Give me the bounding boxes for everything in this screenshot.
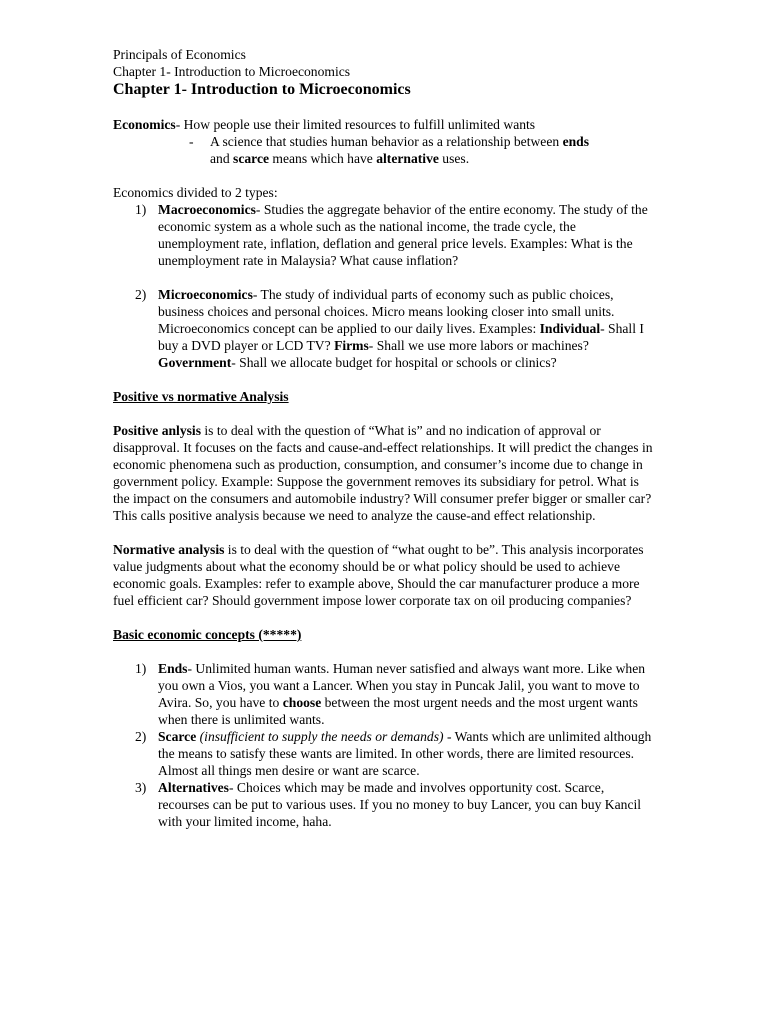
economics-def-text: - How people use their limited resources to fulfill unlimited wants [175, 117, 536, 132]
list-text: - The study of individual parts of economy such as public choices, business choices and personal choices. Micro means looking closer into small units. Microeconomics concept can be applied to our daily lives. Examples: [158, 287, 615, 336]
dash-bullet: - [189, 134, 194, 149]
section-heading-basic-concepts: Basic economic concepts (*****) [113, 627, 302, 642]
chapter-subtitle: Chapter 1- Introduction to Microeconomics [113, 64, 351, 79]
list-item [113, 286, 658, 371]
list-number: 1) [135, 202, 147, 217]
economics-definition [113, 116, 658, 133]
positive-analysis-paragraph [113, 422, 658, 524]
list-italic: (insufficient to supply the needs or demands) [196, 729, 444, 744]
list-term: Microeconomics [158, 287, 253, 302]
list-bold: choose [282, 695, 322, 710]
list-text: - Shall I buy a DVD player or LCD TV? [158, 321, 644, 353]
chapter-title: Chapter 1- Introduction to Microeconomics [113, 81, 411, 98]
section-heading-positive-normative: Positive vs normative Analysis [113, 389, 289, 404]
list-term: Alternatives [158, 780, 229, 795]
list-term: Scarce [158, 729, 197, 744]
list-term: Macroeconomics [158, 202, 256, 217]
list-text: - Wants which are unlimited although the means to satisfy these wants are limited. In other words, there are limited resources. Almost all things men desire or want are scarce. [158, 729, 652, 778]
list-number: 2) [135, 729, 147, 744]
list-text: - Unlimited human wants. Human never satisfied and always want more. Like when you own a Vios, you want a Lancer. When you stay in Puncak Jalil, you want to move to Avira. So, you have to [158, 661, 646, 710]
positive-text: is to deal with the question of “What is” and no indication of approval or disapproval. It focuses on the facts and cause-and-effect relationships. It will predict the changes in economic phenomena such as production, consumption, and consumer’s income due to change in government policy. Example: Suppose the government removes its subsidiary for petrol. What is the impact on the consumers and automobile industry? Will consumer prefer bigger or smaller car? This calls positive analysis because we need to analyze the cause-and effect relationship. [113, 423, 653, 523]
normative-analysis-paragraph [113, 541, 658, 609]
types-list [113, 201, 658, 371]
document-page [113, 46, 658, 830]
list-item [113, 201, 658, 269]
list-text: - Studies the aggregate behavior of the entire economy. The study of the economic system as a whole such as the national income, the trade cycle, the unemployment rate, inflation, deflation and general price levels. Examples: What is the unemployment rate in Malaysia? What cause inflation? [158, 202, 648, 268]
positive-term: Positive anlysis [113, 423, 201, 438]
bullet-text: uses. [438, 151, 470, 166]
list-bold: Government [158, 355, 232, 370]
economics-term: Economics [113, 117, 176, 132]
economics-bullet [113, 133, 658, 167]
list-item [113, 660, 658, 728]
bullet-bold-ends: ends [562, 134, 590, 149]
list-number: 1) [135, 661, 147, 676]
list-text: - Choices which may be made and involves opportunity cost. Scarce, recourses can be put to various uses. If you no money to buy Lancer, you can buy Kancil with your limited income, haha. [158, 780, 642, 829]
list-item [113, 728, 658, 779]
bullet-text: A science that studies human behavior as a relationship between [210, 134, 563, 149]
normative-text: is to deal with the question of “what ought to be”. This analysis incorporates value judgments about what the economy should be or what policy should be used to achieve economic goals. Examples: refer to example above, Should the car manufacturer produce a more fuel efficient car? Should government impose lower corporate tax on oil producing companies? [113, 542, 644, 608]
list-text: between the most urgent needs and the most urgent wants when there is unlimited wants. [158, 695, 638, 727]
normative-term: Normative analysis [113, 542, 225, 557]
bullet-bold-alternative: alternative [376, 151, 439, 166]
types-intro: Economics divided to 2 types: [113, 185, 278, 200]
list-text: - Shall we use more labors or machines? [368, 338, 589, 353]
list-number: 3) [135, 780, 147, 795]
list-number: 2) [135, 287, 147, 302]
list-item [113, 779, 658, 830]
bullet-bold-scarce: scarce [233, 151, 270, 166]
list-bold: Individual [539, 321, 601, 336]
bullet-text: means which have [269, 151, 377, 166]
list-bold: Firms [334, 338, 369, 353]
bullet-text: and [210, 151, 234, 166]
list-term: Ends [158, 661, 188, 676]
list-text: - Shall we allocate budget for hospital or schools or clinics? [231, 355, 557, 370]
course-name: Principals of Economics [113, 47, 246, 62]
concepts-list [113, 660, 658, 830]
